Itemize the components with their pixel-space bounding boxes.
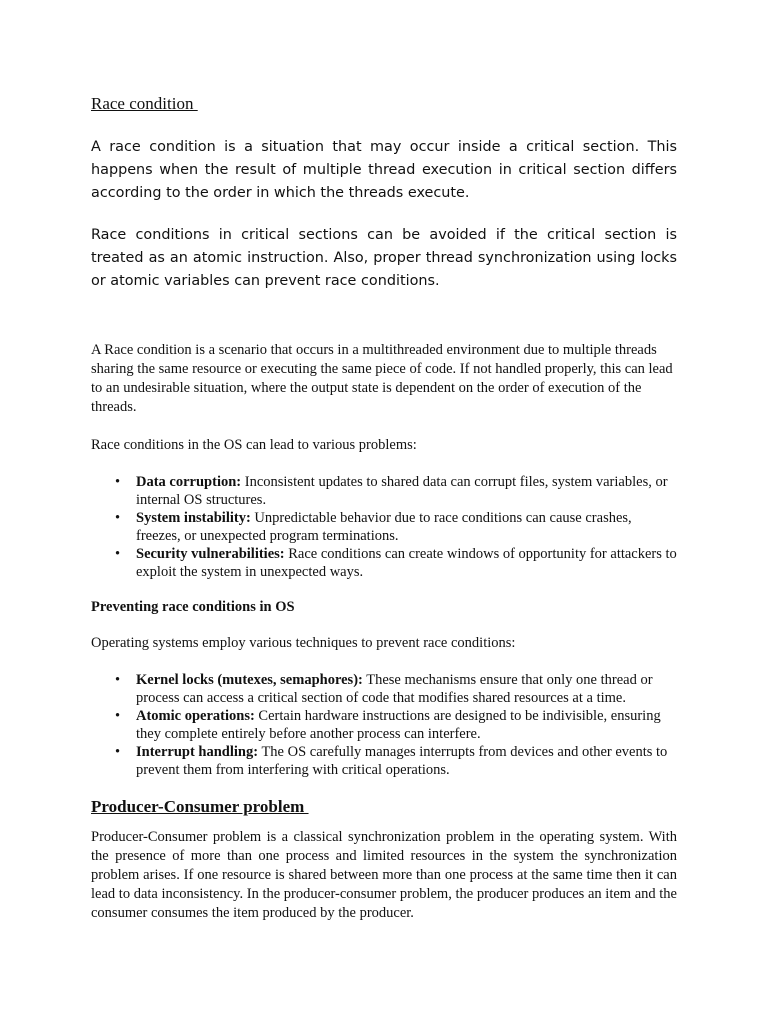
list-item	[91, 671, 677, 707]
list-item-text: Unpredictable behavior due to race conditions can cause crashes, freezes, or unexpected program terminations.	[136, 510, 632, 544]
list-item-text: The OS carefully manages interrupts from devices and other events to prevent them from interfering with critical operations.	[136, 744, 668, 778]
paragraph-race-scenario: A Race condition is a scenario that occurs in a multithreaded environment due to multiple threads sharing the same resource or executing the same piece of code. If not handled properly, this can lead to an undesirable situation, where the output state is dependent on the order of execution of the threads.	[91, 342, 673, 415]
heading-preventing-race-conditions: Preventing race conditions in OS	[91, 599, 295, 615]
list-os-problems	[91, 473, 677, 581]
paragraph-prevention-intro: Operating systems employ various techniques to prevent race conditions:	[91, 635, 516, 651]
heading-race-condition: Race condition	[91, 94, 198, 113]
list-item	[91, 473, 677, 509]
heading-producer-consumer: Producer-Consumer problem	[91, 797, 309, 816]
list-prevention-techniques	[91, 671, 677, 779]
list-item-term: Kernel locks (mutexes, semaphores):	[136, 672, 363, 688]
list-item-text: Race conditions can create windows of opportunity for attackers to exploit the system in unexpected ways.	[136, 546, 677, 580]
list-item	[91, 743, 677, 779]
list-item-term: Data corruption:	[136, 474, 242, 490]
paragraph-race-avoidance: Race conditions in critical sections can be avoided if the critical section is treated as an atomic instruction. Also, proper thread synchronization using locks or atomic variables can prevent race conditions.	[91, 227, 677, 289]
list-item-text: Inconsistent updates to shared data can corrupt files, system variables, or internal OS structures.	[136, 474, 668, 508]
list-item	[91, 707, 677, 743]
list-item	[91, 545, 677, 581]
paragraph-race-definition: A race condition is a situation that may occur inside a critical section. This happens when the result of multiple thread execution in critical section differs according to the order in which the threads execute.	[91, 139, 677, 201]
list-item-text: Certain hardware instructions are designed to be indivisible, ensuring they complete entirely before another process can interfere.	[136, 708, 661, 742]
list-item-term: System instability:	[136, 510, 251, 526]
list-item-term: Interrupt handling:	[136, 744, 259, 760]
list-item-term: Security vulnerabilities:	[136, 546, 285, 562]
paragraph-os-problems-intro: Race conditions in the OS can lead to various problems:	[91, 437, 417, 453]
paragraph-producer-consumer: Producer-Consumer problem is a classical synchronization problem in the operating system. With the presence of more than one process and limited resources in the system the synchronization problem arises. If one resource is shared between more than one process at the same time then it can lead to data inconsistency. In the producer-consumer problem, the producer produces an item and the consumer consumes the item produced by the producer.	[91, 829, 677, 921]
list-item-term: Atomic operations:	[136, 708, 255, 724]
list-item	[91, 509, 677, 545]
list-item-text: These mechanisms ensure that only one thread or process can access a critical section of code that modifies shared resources at a time.	[136, 672, 653, 706]
